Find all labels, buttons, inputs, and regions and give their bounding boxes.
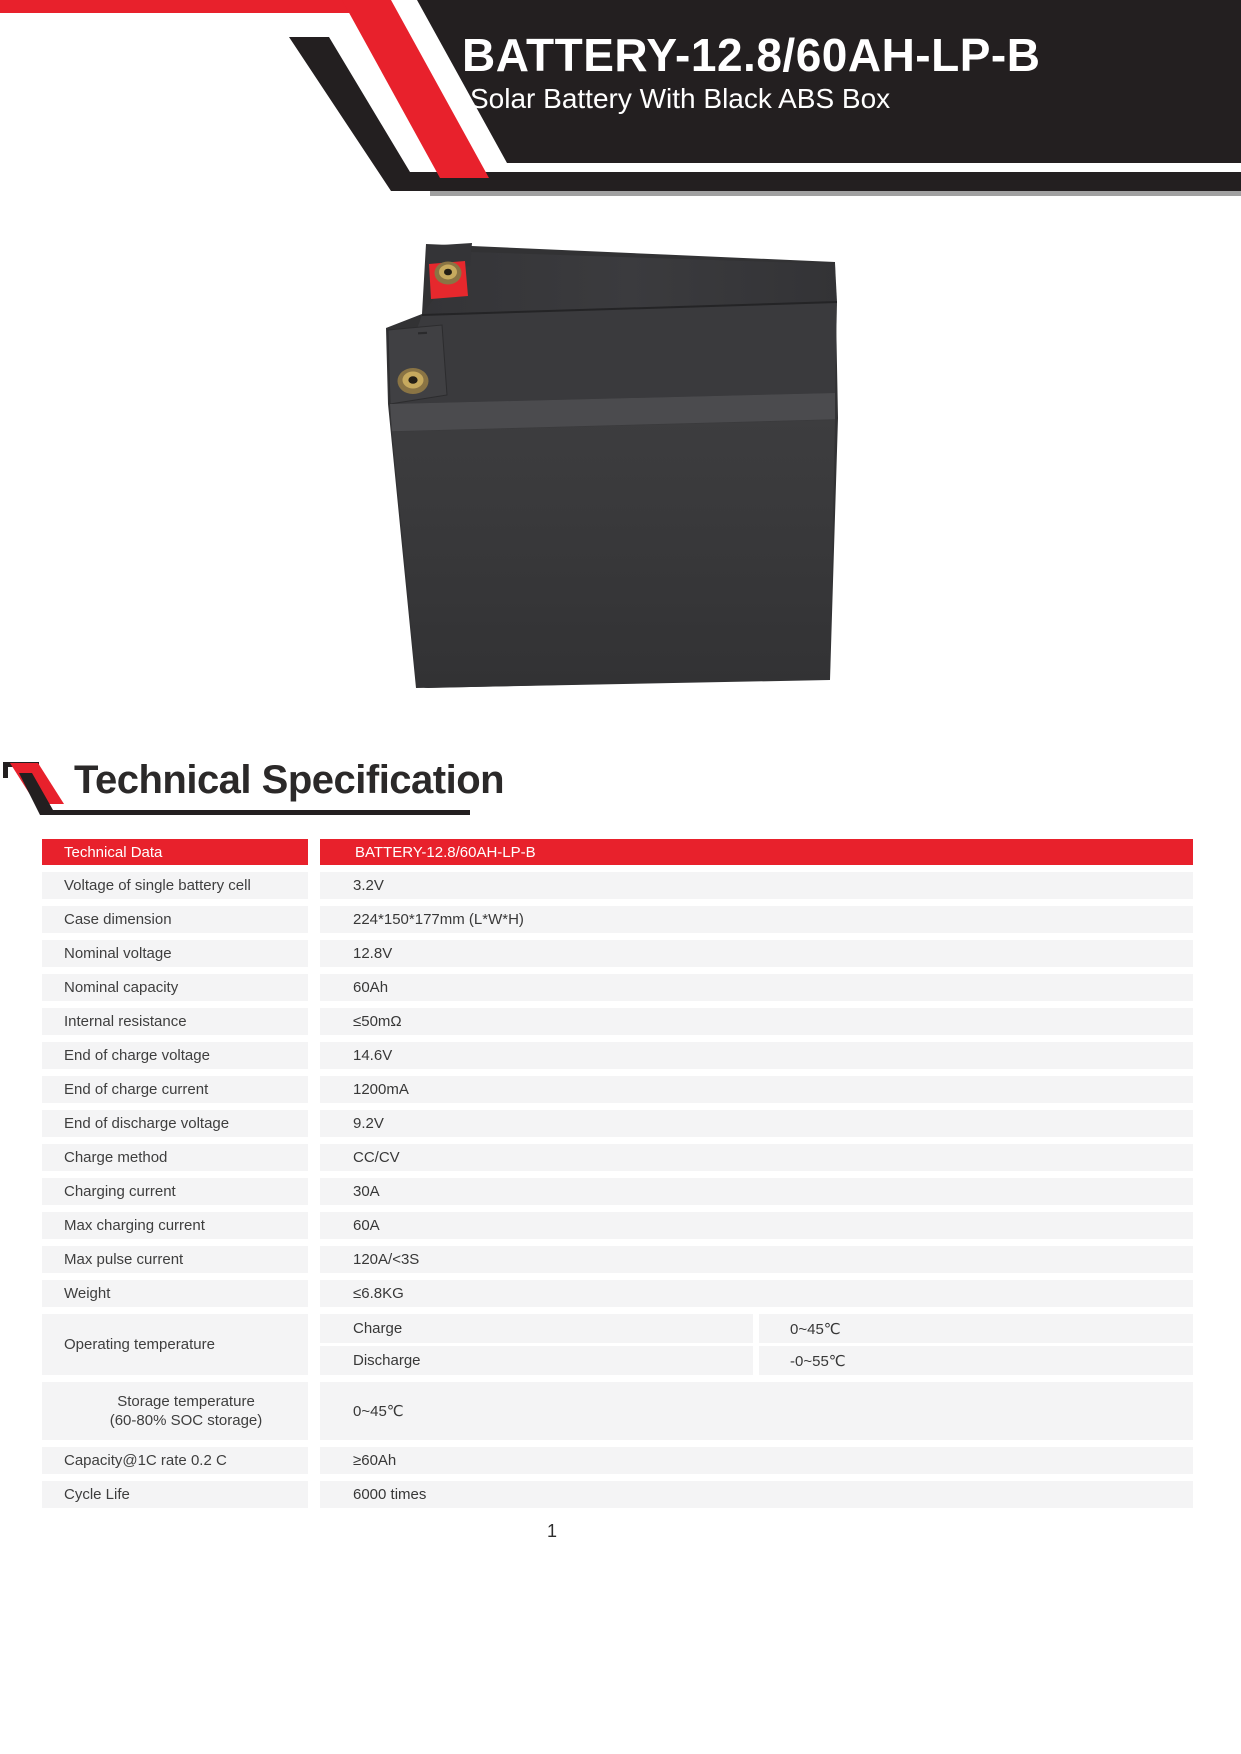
table-row — [42, 1076, 1193, 1103]
row-value: 30A — [320, 1178, 1193, 1205]
operating-temperature-row — [42, 1314, 1193, 1375]
table-row — [42, 872, 1193, 899]
row-value: 12.8V — [320, 940, 1193, 967]
sub-row-value: 0~45℃ — [759, 1314, 1193, 1343]
table-row — [42, 1280, 1193, 1307]
row-label: Internal resistance — [42, 1008, 308, 1035]
table-row — [42, 940, 1193, 967]
table-row — [42, 1212, 1193, 1239]
row-value: 14.6V — [320, 1042, 1193, 1069]
product-subtitle: Solar Battery With Black ABS Box — [470, 83, 891, 114]
table-row — [42, 1246, 1193, 1273]
operating-sub-table — [320, 1314, 1193, 1375]
row-label: Case dimension — [42, 906, 308, 933]
page-banner — [0, 0, 1241, 200]
row-value: CC/CV — [320, 1144, 1193, 1171]
row-label: Max pulse current — [42, 1246, 308, 1273]
table-row — [42, 1481, 1193, 1508]
table-row — [42, 906, 1193, 933]
row-label: Nominal capacity — [42, 974, 308, 1001]
spec-table — [42, 839, 1193, 1515]
row-label: Cycle Life — [42, 1481, 308, 1508]
row-value: 6000 times — [320, 1481, 1193, 1508]
operating-discharge-row — [320, 1346, 1193, 1375]
row-value: 0~45℃ — [320, 1382, 1193, 1440]
battery-photo — [330, 218, 850, 693]
row-label: Charge method — [42, 1144, 308, 1171]
table-row — [42, 1042, 1193, 1069]
row-value: 9.2V — [320, 1110, 1193, 1137]
sub-row-name: Charge — [320, 1314, 753, 1343]
table-row — [42, 1447, 1193, 1474]
row-value: 120A/<3S — [320, 1246, 1193, 1273]
table-row — [42, 1008, 1193, 1035]
row-label: Capacity@1C rate 0.2 C — [42, 1447, 308, 1474]
operating-charge-row — [320, 1314, 1193, 1343]
row-value: ≤6.8KG — [320, 1280, 1193, 1307]
sub-row-name: Discharge — [320, 1346, 753, 1375]
storage-temperature-row — [42, 1382, 1193, 1440]
row-label: Max charging current — [42, 1212, 308, 1239]
row-label: Operating temperature — [42, 1314, 308, 1375]
row-label: End of charge current — [42, 1076, 308, 1103]
table-row — [42, 974, 1193, 1001]
row-label: Nominal voltage — [42, 940, 308, 967]
table-row — [42, 1110, 1193, 1137]
sub-row-value: -0~55℃ — [759, 1346, 1193, 1375]
table-row — [42, 1178, 1193, 1205]
table-header-col2: BATTERY-12.8/60AH-LP-B — [320, 839, 1193, 865]
row-label: Voltage of single battery cell — [42, 872, 308, 899]
row-label — [42, 1382, 308, 1440]
row-label-line2: (60-80% SOC storage) — [109, 1412, 263, 1429]
banner-text-block — [462, 30, 1040, 115]
row-value: ≤50mΩ — [320, 1008, 1193, 1035]
table-header-row — [42, 839, 1193, 865]
table-header-col1: Technical Data — [42, 839, 308, 865]
product-title: BATTERY-12.8/60AH-LP-B — [462, 29, 1041, 81]
table-row — [42, 1144, 1193, 1171]
row-value: ≥60Ah — [320, 1447, 1193, 1474]
row-value: 1200mA — [320, 1076, 1193, 1103]
row-value: 3.2V — [320, 872, 1193, 899]
page-number: 1 — [546, 1521, 557, 1541]
row-label: Weight — [42, 1280, 308, 1307]
section-heading — [0, 752, 520, 822]
row-label: Charging current — [42, 1178, 308, 1205]
row-value: 224*150*177mm (L*W*H) — [320, 906, 1193, 933]
row-value: 60Ah — [320, 974, 1193, 1001]
row-label: End of charge voltage — [42, 1042, 308, 1069]
row-label: End of discharge voltage — [42, 1110, 308, 1137]
row-label-line1: Storage temperature — [117, 1393, 255, 1410]
section-title: Technical Specification — [74, 758, 505, 802]
row-value: 60A — [320, 1212, 1193, 1239]
